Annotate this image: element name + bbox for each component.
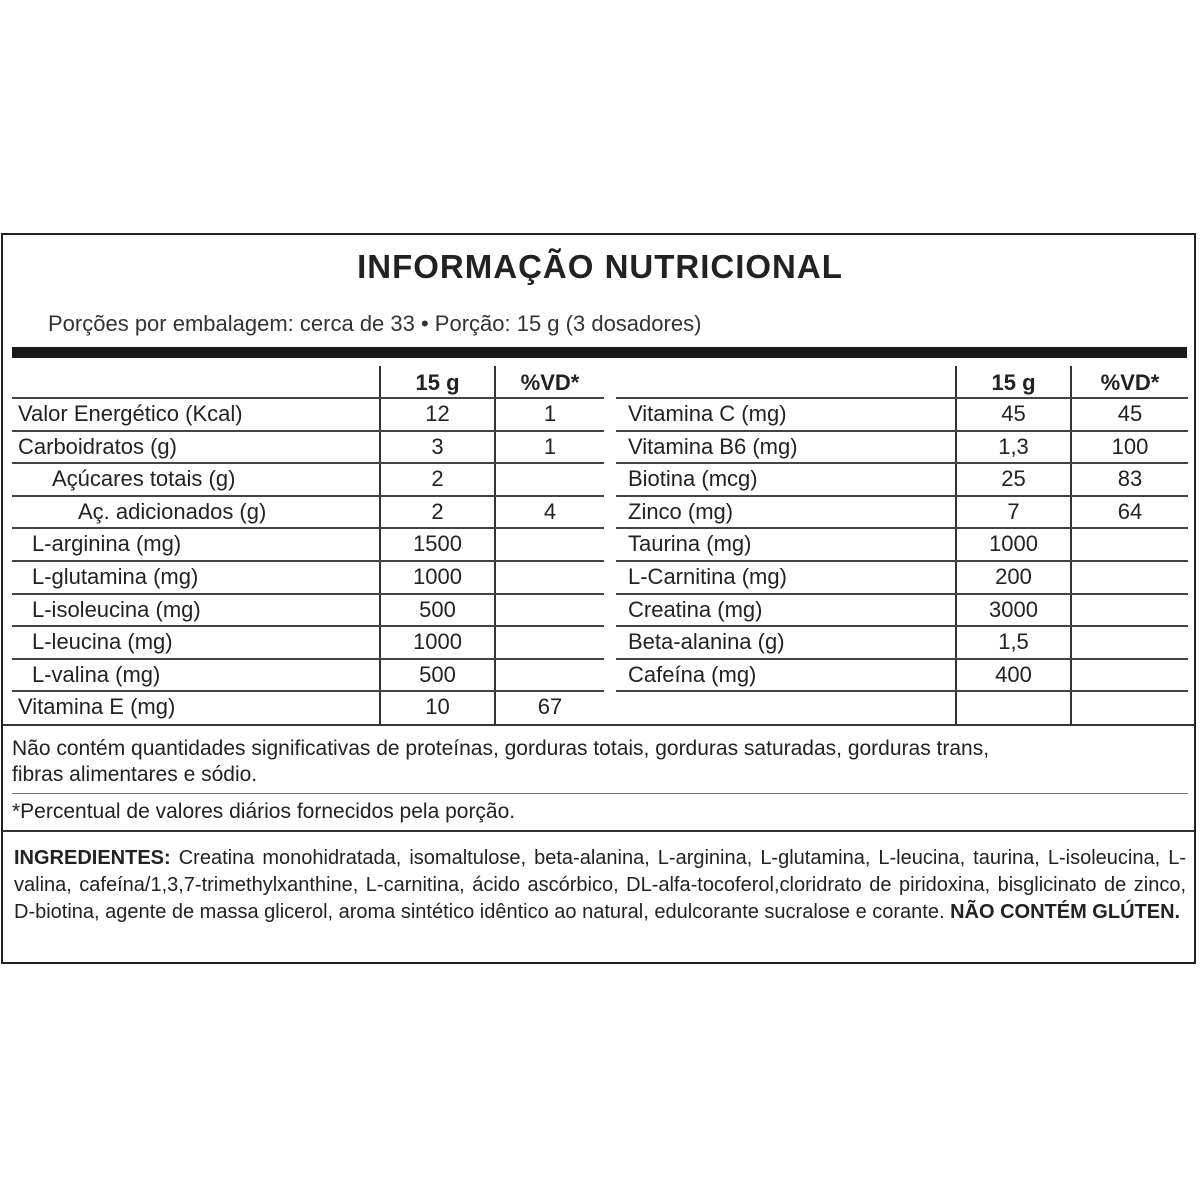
left-nutrient-vd: 67 [537, 694, 563, 720]
left-nutrient-amount: 2 [431, 466, 444, 492]
serving-info: Porções por embalagem: cerca de 33 • Porção: 15 g (3 dosadores) [48, 311, 702, 336]
right-row-rule [616, 462, 1188, 464]
left-row-rule [12, 658, 604, 660]
left-amount-header: 15 g [415, 370, 460, 395]
left-row-rule [12, 690, 604, 692]
right-nutrient-name: Biotina (mcg) [628, 466, 758, 492]
left-nutrient-name: L-isoleucina (mg) [32, 596, 201, 622]
left-nutrient-amount: 3 [431, 433, 444, 459]
left-row-rule [12, 462, 604, 464]
ingredients-block [14, 845, 1186, 926]
left-row-rule [12, 430, 604, 432]
right-nutrient-amount: 3000 [989, 596, 1038, 622]
right-nutrient-vd: 45 [1117, 401, 1143, 426]
right-row-rule [616, 495, 1188, 497]
left-nutrient-amount: 500 [419, 661, 456, 687]
right-row-rule [616, 593, 1188, 595]
right-amount-header: 15 g [991, 370, 1036, 395]
left-nutrient-vd: 1 [543, 401, 557, 426]
note-divider [12, 793, 1188, 794]
right-nutrient-vd: 83 [1117, 466, 1143, 492]
right-row-rule [616, 658, 1188, 660]
left-nutrient-name: Aç. adicionados (g) [78, 498, 267, 524]
right-nutrient-name: Taurina (mg) [628, 531, 752, 557]
right-row-rule [616, 527, 1188, 529]
right-nutrient-name: Zinco (mg) [628, 498, 734, 524]
left-nutrient-amount: 1500 [413, 531, 462, 557]
left-row-rule [12, 625, 604, 627]
table-bottom-divider [3, 724, 1194, 726]
not-contain-note-line1: Não contém quantidades significativas de proteínas, gorduras totais, gorduras saturadas, gorduras trans, [12, 737, 990, 760]
right-header-rule [616, 397, 1188, 399]
right-nutrient-name: Vitamina C (mg) [628, 401, 787, 426]
left-vd-header: %VD* [520, 370, 580, 395]
vd-footnote: *Percentual de valores diários fornecidos pela porção. [12, 800, 516, 823]
ingredients-label: INGREDIENTES: [14, 847, 171, 869]
left-nutrient-amount: 10 [425, 694, 450, 720]
right-nutrient-amount: 45 [1001, 401, 1026, 426]
right-nutrient-amount: 1,3 [998, 433, 1029, 459]
left-nutrient-vd: 1 [543, 433, 557, 459]
ingredients-divider [3, 830, 1194, 832]
left-nutrient-amount: 12 [425, 401, 450, 426]
left-nutrient-amount: 1000 [413, 564, 462, 589]
left-nutrient-amount: 2 [431, 498, 444, 524]
left-row-rule [12, 527, 604, 529]
left-nutrient-name: L-valina (mg) [32, 661, 161, 687]
left-header-rule [12, 397, 604, 399]
right-row-rule [616, 690, 1188, 692]
left-row-rule [12, 560, 604, 562]
left-nutrient-name: Vitamina E (mg) [18, 694, 176, 720]
left-nutrient-name: L-leucina (mg) [32, 629, 173, 655]
left-nutrient-name: Carboidratos (g) [18, 433, 177, 459]
right-nutrient-name: L-Carnitina (mg) [628, 564, 787, 589]
right-nutrient-name: Vitamina B6 (mg) [628, 433, 798, 459]
right-nutrient-amount: 7 [1007, 498, 1020, 524]
left-nutrient-name: Açúcares totais (g) [52, 466, 236, 492]
right-nutrient-amount: 1000 [989, 531, 1038, 557]
left-nutrient-name: L-glutamina (mg) [32, 564, 199, 589]
right-row-rule [616, 560, 1188, 562]
left-nutrient-vd: 4 [543, 498, 557, 524]
right-row-rule [616, 625, 1188, 627]
gluten-warning: NÃO CONTÉM GLÚTEN. [950, 901, 1181, 923]
right-nutrient-amount: 400 [995, 661, 1032, 687]
ingredients-text: Creatina monohidratada, isomaltulose, beta-alanina, L-arginina, L-glutamina, L-leucina, taurina, L-isoleucina, L-valina, cafeína/1,3,7-trimethylxanthine, L-carnitina, ácido ascórbico, DL-alfa-tocoferol,cloridrato de piridoxina, bisglicinato de zinco, D-biotina, agente de massa glicerol, aroma sintético idêntico ao natural, edulcorante sucralose e corante. [14, 847, 1186, 923]
right-nutrient-amount: 25 [1001, 466, 1026, 492]
right-nutrient-name: Cafeína (mg) [628, 661, 757, 687]
left-row-rule [12, 593, 604, 595]
right-nutrient-vd: 100 [1111, 433, 1149, 459]
right-nutrient-name: Creatina (mg) [628, 596, 763, 622]
right-nutrient-amount: 200 [995, 564, 1032, 589]
right-vd-header: %VD* [1100, 370, 1160, 395]
left-row-rule [12, 495, 604, 497]
left-nutrient-amount: 500 [419, 596, 456, 622]
left-nutrient-amount: 1000 [413, 629, 462, 655]
right-row-rule [616, 430, 1188, 432]
label-title: INFORMAÇÃO NUTRICIONAL [357, 248, 843, 285]
left-nutrient-name: Valor Energético (Kcal) [18, 401, 243, 426]
right-nutrient-vd: 64 [1117, 498, 1143, 524]
right-nutrient-name: Beta-alanina (g) [628, 629, 785, 655]
header-divider [12, 347, 1187, 358]
not-contain-note-line2: fibras alimentares e sódio. [12, 763, 258, 786]
right-nutrient-amount: 1,5 [998, 629, 1029, 655]
left-nutrient-name: L-arginina (mg) [32, 531, 182, 557]
